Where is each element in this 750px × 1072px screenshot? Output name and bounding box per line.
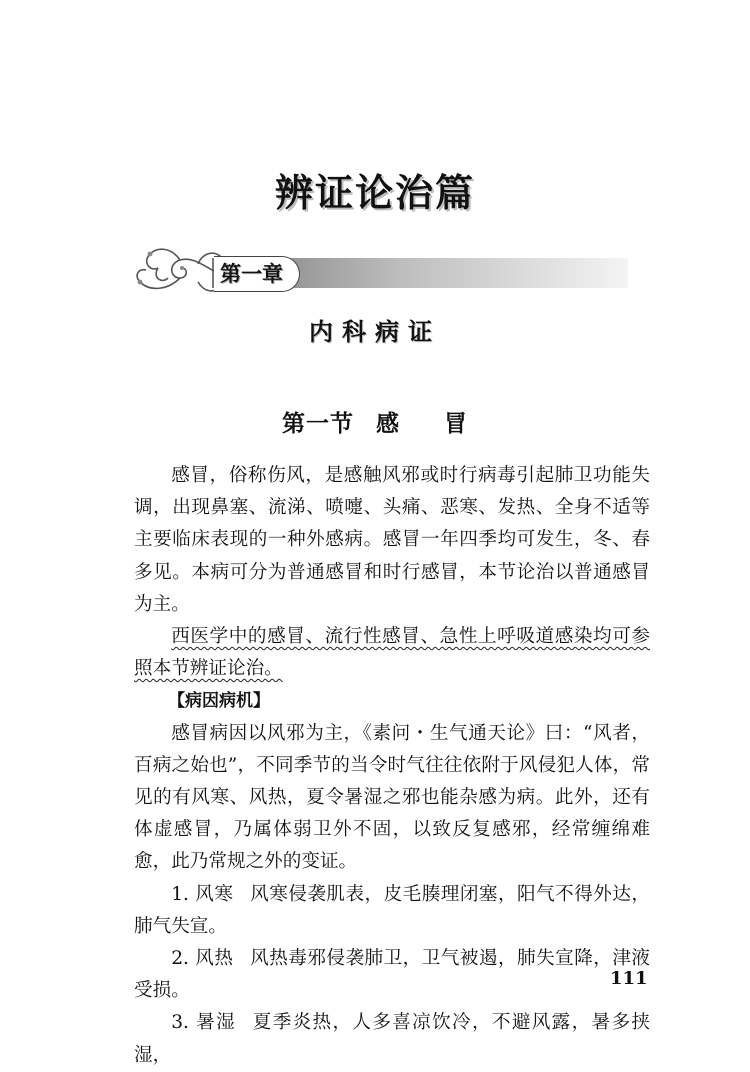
page-number: 111 [610,968,648,989]
section-name-a: 感 [376,411,400,437]
wavy-underlined-text: 西医学中的感冒、流行性感冒、急性上呼吸道感染均可参照本节辨证论治。 [134,626,650,680]
paragraph-intro: 感冒，俗称伤风，是感触风邪或时行病毒引起肺卫功能失调，出现鼻塞、流涕、喷嚏、头痛、恶寒、发热、全身不适等主要临床表现的一种外感病。感冒一年四季均可发生，冬、春多见。本病可分为普通感冒和时行感冒，本节论治以普通感冒为主。 [134,465,650,615]
section-title [0,405,750,438]
part-title: 辨证论治篇 [274,171,475,215]
list-item-label: 2. 风热 [171,948,234,970]
chapter-banner [128,238,628,302]
section-number: 第一节 [282,411,354,437]
paragraph-western-medicine [134,621,650,685]
chapter-subtitle: 内科病证 [309,318,441,346]
list-item-text: 风热毒邪侵袭肺卫，卫气被遏，肺失宣降，津液受损。 [134,948,650,1002]
list-item [134,943,650,1007]
list-item-label: 1. 风寒 [171,883,234,905]
paragraph-etiology: 感冒病因以风邪为主，《素问・生气通天论》曰：“风者，百病之始也”，不同季节的当令时气往往依附于风侵犯人体，常见的有风寒、风热，夏令暑湿之邪也能杂感为病。此外，还有体虚感冒，乃属体弱卫外不固，以致反复感邪，经常缠绵难愈，此乃常规之外的变证。 [134,722,650,873]
body-text [134,460,650,1072]
section-name-b: 冒 [444,411,468,437]
subheading-etiology: 【病因病机】 [168,691,270,712]
list-item-text: 风寒侵袭肌表，皮毛腠理闭塞，阳气不得外达，肺气失宣。 [134,883,650,937]
list-item-text: 夏季炎热，人多喜凉饮冷，不避风露，暑多挟湿， [134,1012,650,1066]
list-item-label: 3. 暑湿 [171,1012,237,1034]
chapter-label: 第一章 [214,256,300,292]
list-item [134,1007,650,1071]
list-item [134,879,650,943]
